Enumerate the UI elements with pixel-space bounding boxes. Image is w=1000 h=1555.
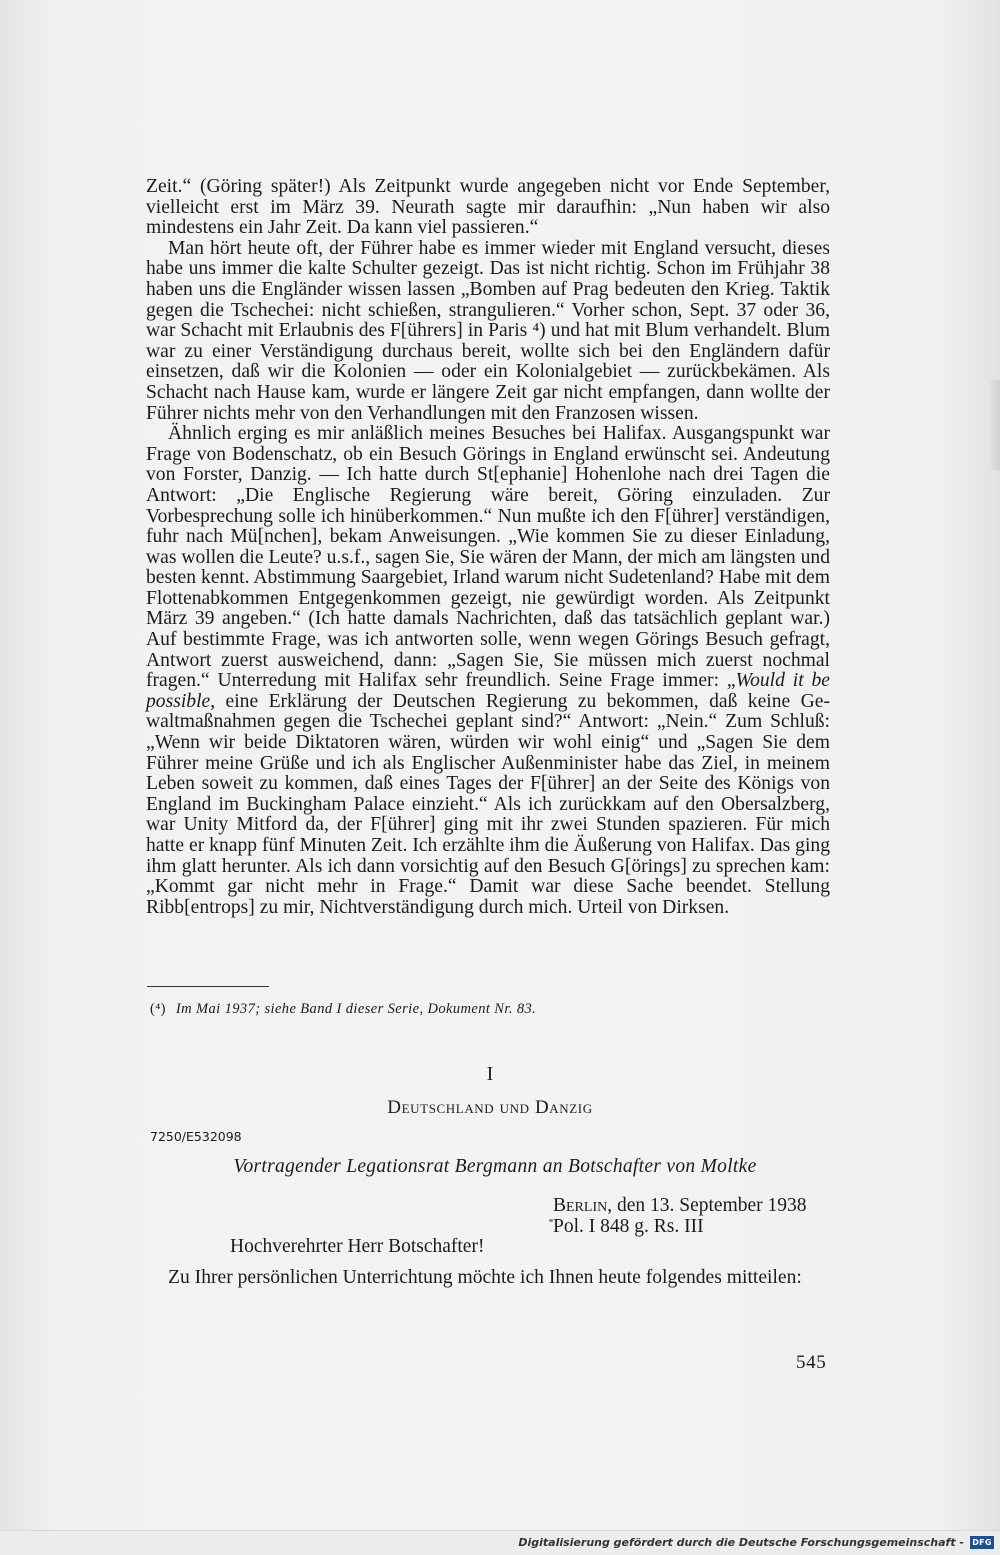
footnote-text: Im Mai 1937; siehe Band I dieser Serie, Dokument Nr. 83. <box>175 1001 537 1017</box>
document-heading: Vortragender Legationsrat Bergmann an Botschafter von Moltke <box>233 1156 757 1177</box>
document-reference: 7250/E532098 <box>150 1129 242 1144</box>
chapter-number: I <box>486 1063 494 1085</box>
paragraph-3-part-a: Ähnlich erging es mir anläßlich meines Besuches bei Halifax. Ausgangspunkt war Frage von Bodenschatz, ob ein Besuch Görings in England erwünscht sei. Andeutung von Forster, Danzig. — Ich hatte durch St[ephanie] Hohenlohe nach drei Tagen die Antwort: „Die Englische Regierung wäre bereit, Göring einzuladen. Zur Vorbesprechung solle ich hinüberkommen.“ Nun mußte ich den F[ührer] verständigen, fuhr nach Mü[nchen], bekam Anweisungen. „Wie kommen Sie zu dieser Einladung, was wollen die Leute? u.s.f., sagen Sie, Sie wären der Mann, der mich am längsten und besten kennt. Abstimmung Saargebiet, Irland warum nicht Sudetenland? Habe mit dem Flottenabkommen Entgegenkommen gezeigt, nie gewürdigt worden. Als Zeitpunkt März 39 angeben.“ (Ich hatte damals Nachrichten, daß das tatsächlich geplant war.) Auf bestimmte Frage, was ich antworten solle, wenn wegen Görings Besuch gefragt, Antwort zuerst ausweichend, dann: „Sagen Sie, Sie müssen mich zuerst nochmal fragen.“ Unterredung mit Halifax sehr freundlich. Seine Frage immer: „ <box>146 423 830 692</box>
footer-credit-bar <box>0 1530 1000 1555</box>
quoted-english-phrase: Would it be possible <box>146 670 830 712</box>
date-place: Berlin <box>553 1195 608 1216</box>
file-number: Pol. I 848 g. Rs. III <box>553 1216 704 1237</box>
dfg-credit-text: Digitalisierung gefördert durch die Deutsche Forschungsgemeinschaft - <box>518 1536 964 1549</box>
letter-text <box>146 1268 830 1289</box>
scan-edge-shadow <box>986 380 1000 470</box>
salutation: Hochverehrter Herr Botschafter! <box>230 1236 485 1257</box>
date-text: , den 13. September 1938 <box>607 1195 807 1216</box>
footnote <box>150 1000 830 1018</box>
paragraph-2: Man hört heute oft, der Führer habe es immer wieder mit England versucht, dieses habe uns immer die kalte Schulter gezeigt. Das ist nicht richtig. Schon im Frühjahr 38 haben uns die Engländer wissen lassen „Bomben auf Prag bedeuten den Krieg. Taktik gegen die Tschechei: nicht schießen, strangulieren.“ Vorher schon, Sept. 37 oder 36, war Schacht mit Erlaubnis des F[ührers] in Paris ⁴) und hat mit Blum verhandelt. Blum war zu einer Verständigung durchaus bereit, wollte sich bei den Engländern dafür einsetzen, daß wir die Kolonien — oder ein Kolonialgebiet — zurückbekämen. Als Schacht nach Hause kam, wurde er längere Zeit gar nicht empfangen, dann wollte der Führer nichts mehr von den Verhandlungen mit den Franzosen wissen. <box>146 237 830 424</box>
footnote-divider <box>147 986 269 987</box>
footnote-mark: (⁴) <box>150 1001 166 1017</box>
paragraph-3 <box>146 424 830 918</box>
letter-opening: Zu Ihrer persönlichen Unterrichtung möchte ich Ihnen heute folgendes mitteilen: <box>168 1267 802 1288</box>
chapter-title: Deutschland und Danzig <box>387 1097 593 1118</box>
date-line <box>553 1195 807 1216</box>
page-number: 545 <box>796 1352 827 1373</box>
paragraph-3-part-b: , eine Erklärung der Deutschen Regierung zu bekommen, daß keine Gewaltmaßnahmen gegen die Tschechei geplant sind?“ Antwort: „Nein.“ Zum Schluß: „Wenn wir beide Diktatoren wären, würden wir wohl einig“ und „Sagen Sie dem Führer meine Grüße und ich als Englischer Außenminister habe das Ziel, in meinem Leben soweit zu kommen, daß eines Tages der F[ührer] an der Seite des Königs von England im Buckingham Palace einzieht.“ Als ich zurückkam auf den Obersalzberg, war Unity Mitford da, der F[ührer] ging mit ihr zwei Stunden spazieren. Für mich hatte er knapp fünf Minuten Zeit. Ich erzählte ihm die Äußerung von Halifax. Das ging ihm glatt herunter. Als ich dann vorsichtig auf den Besuch G[örings] zu sprechen kam: „Kommt gar nicht mehr in Frage.“ Damit war diese Sache beendet. Stellung Ribb[entrops] zu mir, Nichtverständigung durch mich. Urteil von Dirksen. <box>146 690 830 918</box>
scan-speck <box>549 1219 553 1222</box>
dateline <box>553 1195 807 1237</box>
dfg-logo-icon[interactable]: DFG <box>970 1536 994 1549</box>
body-text <box>146 177 830 918</box>
paragraph-1: Zeit.“ (Göring später!) Als Zeitpunkt wurde angegeben nicht vor Ende September, vielleicht erst im März 39. Neurath sagte mir daraufhin: „Nun haben wir also mindestens ein Jahr Zeit. Da kann viel passieren.“ <box>146 176 830 239</box>
